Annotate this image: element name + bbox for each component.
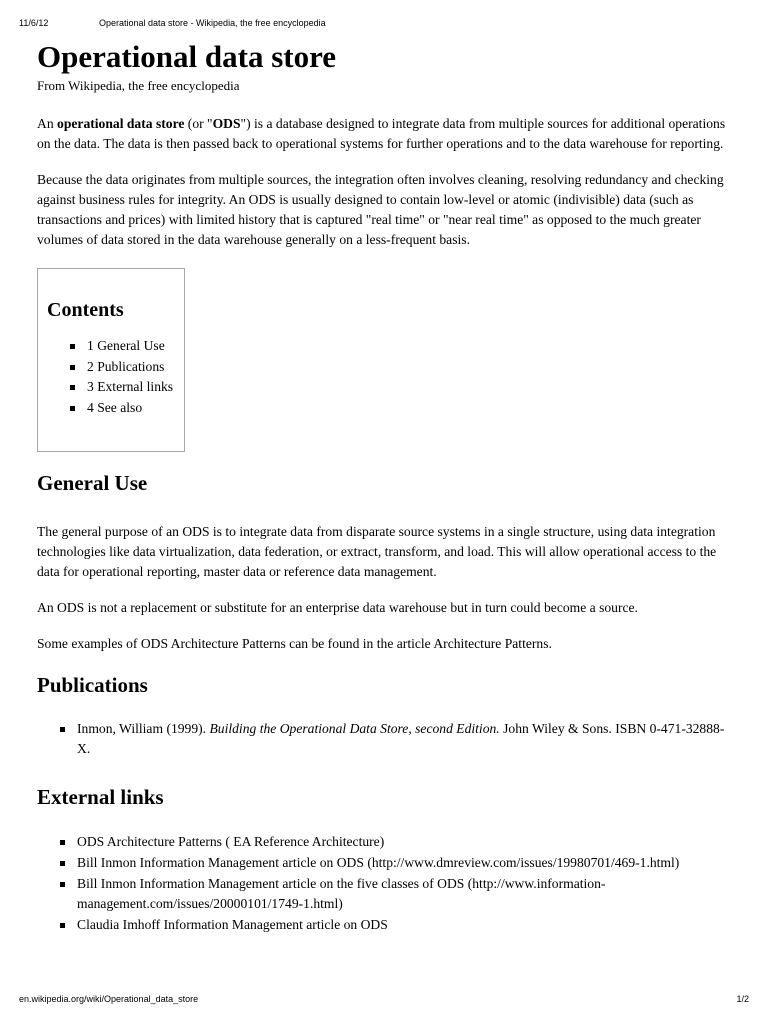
- general-use-paragraph-2: An ODS is not a replacement or substitute for an enterprise data warehouse but in turn could become a source.: [37, 600, 638, 615]
- list-item[interactable]: [60, 832, 731, 852]
- print-page-title: Operational data store - Wikipedia, the free encyclopedia: [99, 18, 326, 28]
- list-item[interactable]: [60, 874, 731, 914]
- general-use-paragraph-1: The general purpose of an ODS is to integrate data from disparate source systems in a single structure, using data integration technologies like data virtualization, data federation, or extract, transform, and load. This will allow operational access to the data for operational reporting, master data or reference data management.: [37, 524, 717, 579]
- citation-publisher: John Wiley & Sons. ISBN 0-471-32888-X.: [77, 721, 725, 756]
- bullet-icon: [60, 923, 65, 928]
- external-links-list: [37, 832, 731, 935]
- bullet-icon: [70, 344, 75, 349]
- bullet-icon: [70, 385, 75, 390]
- section-heading-general-use: General Use: [37, 471, 148, 495]
- toc-title: Contents: [47, 299, 124, 321]
- bullet-icon: [60, 840, 65, 845]
- bullet-icon: [60, 882, 65, 887]
- page-subtitle: From Wikipedia, the free encyclopedia: [37, 78, 240, 93]
- external-link[interactable]: Bill Inmon Information Management article on ODS (http://www.dmreview.com/issues/19980701/469-1.html): [77, 855, 680, 870]
- intro-acronym-bold: ODS: [212, 116, 241, 131]
- bullet-icon: [70, 406, 75, 411]
- toc-item-label: 4 See also: [87, 400, 143, 416]
- page-title: Operational data store: [37, 39, 337, 74]
- intro-text-post: ") is a database designed to integrate data from multiple sources for additional operations on the data. The data is then passed back to operational systems for further operations and to the data warehouse for reporting.: [37, 116, 726, 151]
- table-of-contents: [37, 268, 185, 452]
- toc-item-label: 3 External links: [87, 379, 174, 395]
- general-use-paragraph-3: Some examples of ODS Architecture Patterns can be found in the article Architecture Patterns.: [37, 636, 552, 651]
- intro-paragraph-1: [37, 114, 731, 154]
- citation-author: Inmon, William (1999).: [77, 721, 210, 736]
- list-item[interactable]: [60, 853, 731, 873]
- bullet-icon: [70, 365, 75, 370]
- toc-item-publications[interactable]: [70, 357, 184, 378]
- intro-term-bold: operational data store: [57, 116, 185, 131]
- toc-item-label: 1 General Use: [87, 338, 165, 353]
- intro-text-pre: An: [37, 116, 58, 131]
- toc-item-label: 2 Publications: [87, 358, 165, 374]
- section-heading-publications: Publications: [37, 673, 148, 697]
- bullet-icon: [60, 861, 65, 866]
- section-heading-external-links: External links: [37, 785, 164, 809]
- intro-paragraph-2: Because the data originates from multiple sources, the integration often involves cleaning, resolving redundancy and checking against business rules for integrity. An ODS is usually designed to contain low-level or atomic (indivisible) data (such as transactions and prices) with limited history that is captured "real time" or "near real time" as opposed to the much greater volumes of data stored in the data warehouse generally on a less-frequent basis.: [37, 172, 724, 247]
- bullet-icon: [60, 727, 65, 732]
- list-item: [60, 719, 731, 759]
- external-link[interactable]: Claudia Imhoff Information Management article on ODS: [77, 917, 388, 932]
- toc-item-external-links[interactable]: [70, 377, 184, 398]
- list-item[interactable]: [60, 915, 731, 935]
- print-url: en.wikipedia.org/wiki/Operational_data_store: [19, 994, 199, 1004]
- print-header: [19, 18, 749, 32]
- print-date: 11/6/12: [19, 18, 49, 28]
- publications-section: [37, 719, 731, 759]
- citation-title: Building the Operational Data Store, second Edition.: [209, 721, 500, 736]
- external-links-section: [37, 832, 731, 935]
- external-link[interactable]: ODS Architecture Patterns ( EA Reference Architecture): [77, 834, 385, 849]
- toc-item-see-also[interactable]: [70, 398, 184, 419]
- toc-list: [47, 336, 184, 419]
- print-page-number: 1/2: [736, 994, 749, 1004]
- print-footer: [19, 994, 749, 1008]
- article-content: [37, 38, 731, 936]
- toc-item-general-use[interactable]: [70, 336, 184, 357]
- publications-list: [37, 719, 731, 759]
- external-link[interactable]: Bill Inmon Information Management article on the five classes of ODS (http://www.information-management.com/issues/20000101/1749-1.html): [77, 876, 606, 911]
- intro-text-mid: (or ": [184, 116, 213, 131]
